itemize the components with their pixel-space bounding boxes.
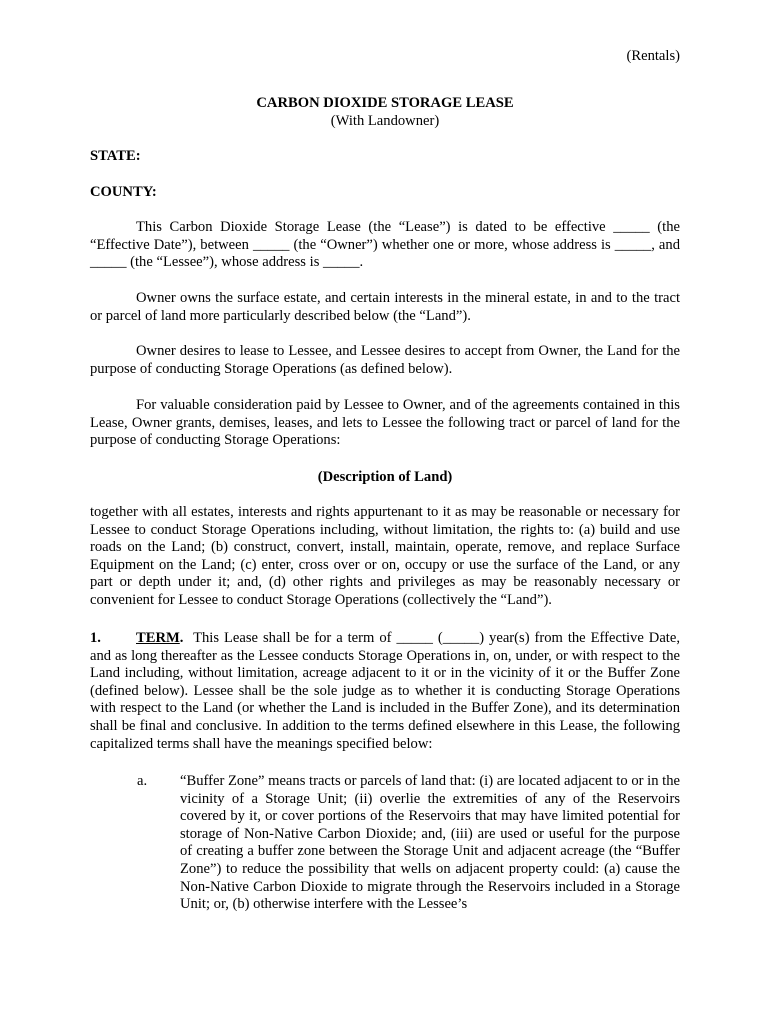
state-label: STATE: xyxy=(90,148,141,164)
county-label: COUNTY: xyxy=(90,184,157,200)
appurtenant-rights-paragraph: together with all estates, interests and rights appurtenant to it as may be reasonable or necessary for Lessee to conduct Storage Operations including, without limitation, the rights to: (a) build and use roads on the Land; (b) construct, convert, install, maintain, operate, remove, and replace Surface Equipment on the Land; (c) enter, cross over or on, occupy or use the surface of the Land, or any part or depth under it; and, (d) other rights and privileges as may be reasonably necessary or convenient for Lessee to conduct Storage Operations (collectively the “Land”). xyxy=(90,504,680,608)
owner-desires-paragraph: Owner desires to lease to Lessee, and Lessee desires to accept from Owner, the Land for the purpose of conducting Storage Operations (as defined below). xyxy=(90,343,680,377)
document-category-tag: (Rentals) xyxy=(626,48,680,64)
section-1-number: 1. xyxy=(90,630,101,646)
document-title: CARBON DIOXIDE STORAGE LEASE xyxy=(256,95,514,111)
description-of-land-heading: (Description of Land) xyxy=(317,469,453,485)
definition-marker: a. xyxy=(137,773,148,789)
section-1-title-period: . xyxy=(179,630,184,646)
section-1-title: TERM xyxy=(136,630,180,646)
section-1-term xyxy=(90,630,680,753)
buffer-zone-definition: “Buffer Zone” means tracts or parcels of land that: (i) are located adjacent to or in the vicinity of a Storage Unit; (ii) overlie the extremities of any of the Reservoirs covered by it, or cover portions of the Reservoirs that may have limited potential for storage of Non-Native Carbon Dioxide; and, (iii) are used or useful for the purpose of creating a buffer zone between the Storage Unit and adjacent acreage (the “Buffer Zone”) to reduce the possibility that wells on adjacent property could: (a) cause the Non-Native Carbon Dioxide to migrate through the Reservoirs included in a Storage Unit; or, (b) otherwise interfere with the Lessee’s xyxy=(180,773,680,913)
document-subtitle: (With Landowner) xyxy=(330,113,440,129)
section-1-body: This Lease shall be for a term of _____ (_____) year(s) from the Effective Date, and as long thereafter as the Lessee conducts Storage Operations in, on, under, or with respect to the Land including, without limitation, acreage adjacent to it or in the vicinity of it or the Buffer Zone (defined below). Lessee shall be the sole judge as to whether it is conducting Storage Operations with respect to the Land (or whether the Land is included in the Buffer Zone), and its determination shall be final and conclusive. In addition to the terms defined elsewhere in this Lease, the following capitalized terms shall have the meanings specified below: xyxy=(90,630,680,752)
consideration-paragraph: For valuable consideration paid by Lessee to Owner, and of the agreements contained in this Lease, Owner grants, demises, leases, and lets to Lessee the following tract or parcel of land for the purpose of conducting Storage Operations: xyxy=(90,397,680,449)
intro-paragraph: This Carbon Dioxide Storage Lease (the “Lease”) is dated to be effective _____ (the “Effective Date”), between _____ (the “Owner”) whether one or more, whose address is _____, and _____ (the “Lessee”), whose address is _____. xyxy=(90,219,680,271)
owner-owns-paragraph: Owner owns the surface estate, and certain interests in the mineral estate, in and to the tract or parcel of land more particularly described below (the “Land”). xyxy=(90,290,680,324)
